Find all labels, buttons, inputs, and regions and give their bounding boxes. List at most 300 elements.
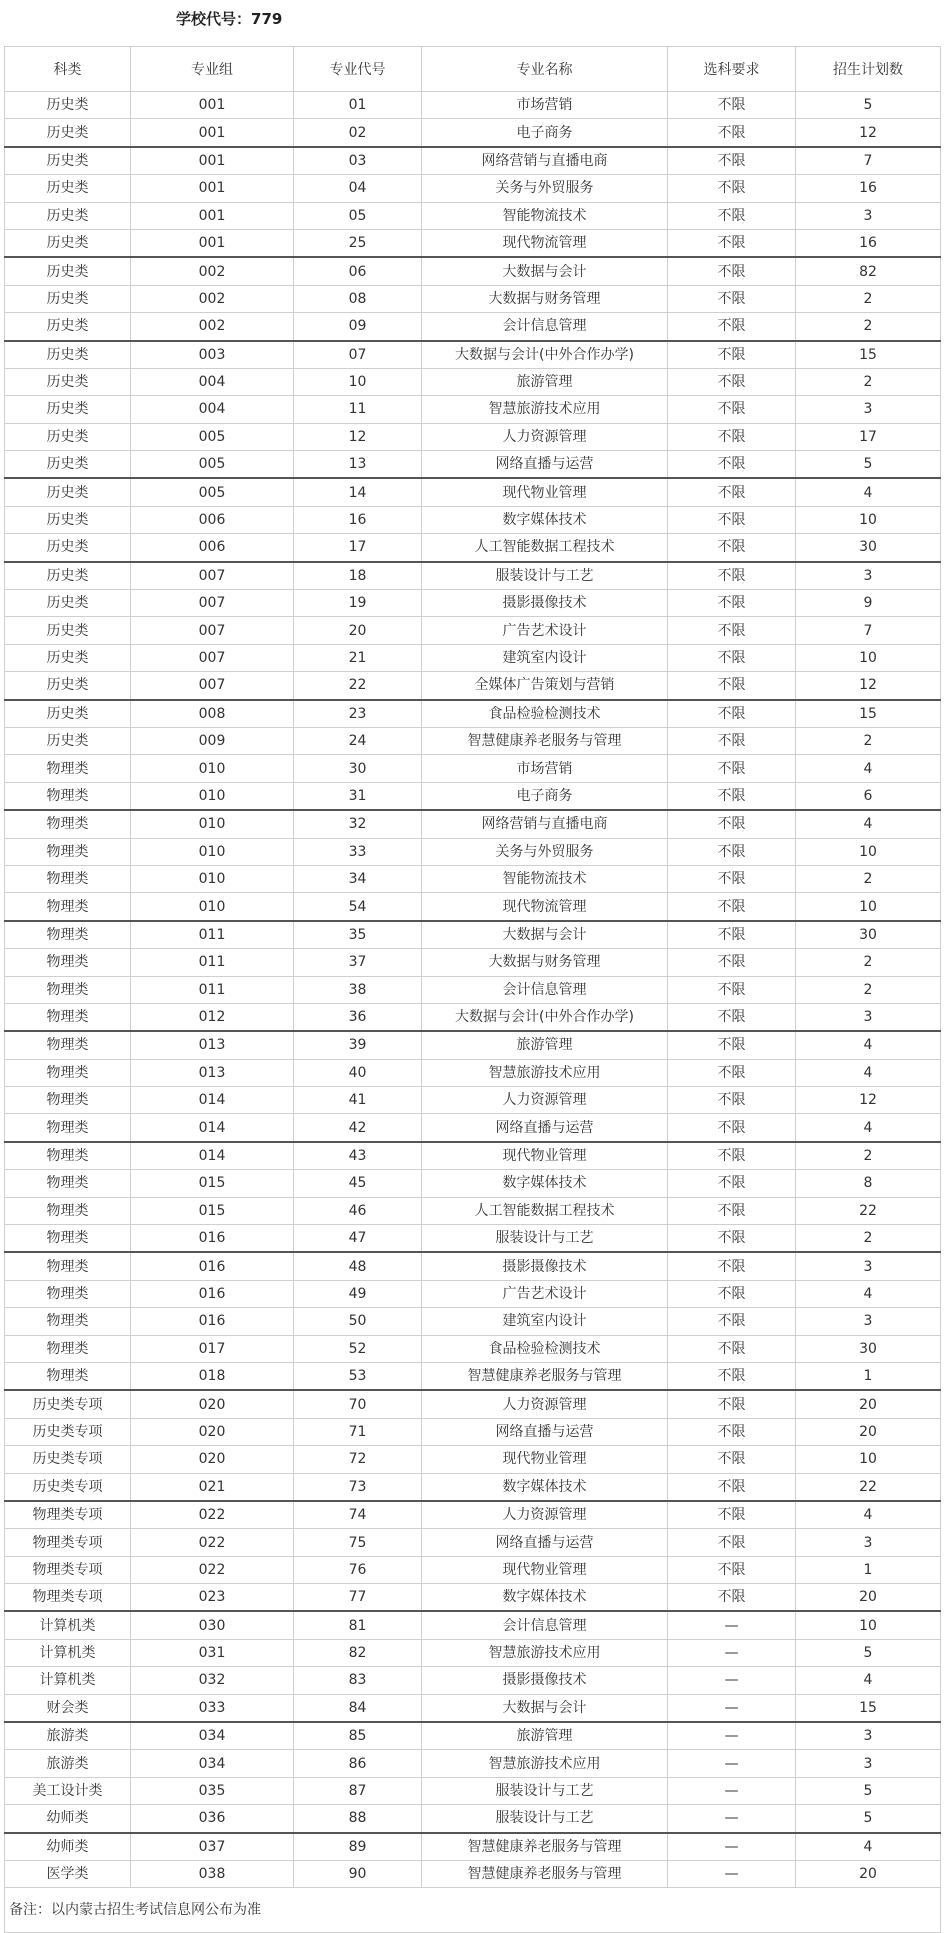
cell-major-group: 007 xyxy=(131,644,294,671)
cell-major-group: 010 xyxy=(131,865,294,892)
cell-major-name: 电子商务 xyxy=(422,782,668,810)
cell-category: 物理类 xyxy=(5,1335,131,1362)
cell-enrollment-count: 30 xyxy=(796,1335,941,1362)
cell-major-name: 服装设计与工艺 xyxy=(422,1777,668,1804)
cell-major-group: 038 xyxy=(131,1861,294,1888)
cell-major-code: 81 xyxy=(294,1611,422,1639)
cell-major-code: 75 xyxy=(294,1529,422,1556)
cell-major-group: 036 xyxy=(131,1805,294,1833)
cell-major-code: 84 xyxy=(294,1694,422,1722)
cell-category: 物理类 xyxy=(5,893,131,921)
cell-category: 历史类 xyxy=(5,368,131,395)
cell-major-group: 010 xyxy=(131,755,294,782)
table-row xyxy=(5,1418,941,1445)
cell-subject-requirement: 不限 xyxy=(668,1529,796,1556)
cell-major-group: 016 xyxy=(131,1280,294,1307)
cell-major-name: 大数据与会计(中外合作办学) xyxy=(422,1003,668,1031)
cell-major-group: 034 xyxy=(131,1722,294,1750)
cell-major-group: 006 xyxy=(131,506,294,533)
cell-major-group: 001 xyxy=(131,147,294,175)
cell-subject-requirement: 不限 xyxy=(668,1197,796,1224)
header-major-group: 专业组 xyxy=(131,47,294,92)
cell-category: 历史类 xyxy=(5,562,131,590)
cell-major-group: 002 xyxy=(131,313,294,341)
cell-major-group: 022 xyxy=(131,1501,294,1529)
cell-major-code: 25 xyxy=(294,229,422,257)
cell-category: 物理类 xyxy=(5,810,131,838)
table-row xyxy=(5,478,941,506)
cell-subject-requirement: 不限 xyxy=(668,644,796,671)
cell-category: 历史类 xyxy=(5,396,131,423)
cell-enrollment-count: 82 xyxy=(796,257,941,285)
table-row xyxy=(5,1529,941,1556)
table-row xyxy=(5,1362,941,1390)
cell-subject-requirement: 不限 xyxy=(668,700,796,728)
cell-enrollment-count: 10 xyxy=(796,893,941,921)
table-row xyxy=(5,672,941,700)
cell-major-code: 23 xyxy=(294,700,422,728)
cell-enrollment-count: 5 xyxy=(796,451,941,479)
cell-major-group: 020 xyxy=(131,1390,294,1418)
cell-category: 物理类 xyxy=(5,1142,131,1170)
cell-major-group: 007 xyxy=(131,617,294,644)
cell-subject-requirement: 不限 xyxy=(668,1003,796,1031)
school-code: 学校代号：779 xyxy=(176,10,283,28)
cell-major-group: 034 xyxy=(131,1750,294,1777)
cell-major-code: 06 xyxy=(294,257,422,285)
cell-major-group: 035 xyxy=(131,1777,294,1804)
table-row xyxy=(5,782,941,810)
cell-major-name: 大数据与会计 xyxy=(422,921,668,949)
cell-enrollment-count: 4 xyxy=(796,1667,941,1694)
table-row xyxy=(5,810,941,838)
cell-subject-requirement: 不限 xyxy=(668,257,796,285)
cell-subject-requirement: 不限 xyxy=(668,893,796,921)
cell-major-name: 旅游管理 xyxy=(422,1722,668,1750)
cell-major-group: 020 xyxy=(131,1446,294,1473)
cell-major-code: 09 xyxy=(294,313,422,341)
cell-major-group: 001 xyxy=(131,229,294,257)
cell-major-group: 004 xyxy=(131,396,294,423)
cell-enrollment-count: 17 xyxy=(796,423,941,450)
cell-major-group: 032 xyxy=(131,1667,294,1694)
table-row xyxy=(5,341,941,369)
cell-enrollment-count: 7 xyxy=(796,617,941,644)
cell-subject-requirement: 不限 xyxy=(668,1031,796,1059)
cell-subject-requirement: 不限 xyxy=(668,1087,796,1114)
cell-major-group: 011 xyxy=(131,949,294,976)
cell-subject-requirement: 不限 xyxy=(668,1335,796,1362)
cell-major-group: 006 xyxy=(131,534,294,562)
cell-enrollment-count: 22 xyxy=(796,1473,941,1501)
cell-subject-requirement: 不限 xyxy=(668,562,796,590)
cell-subject-requirement: 不限 xyxy=(668,534,796,562)
cell-major-group: 005 xyxy=(131,478,294,506)
cell-major-code: 89 xyxy=(294,1833,422,1861)
table-row xyxy=(5,1390,941,1418)
table-row xyxy=(5,285,941,312)
cell-enrollment-count: 15 xyxy=(796,341,941,369)
cell-category: 物理类 xyxy=(5,1114,131,1142)
cell-major-name: 网络直播与运营 xyxy=(422,1418,668,1445)
cell-enrollment-count: 12 xyxy=(796,1087,941,1114)
cell-enrollment-count: 16 xyxy=(796,175,941,202)
cell-subject-requirement: 不限 xyxy=(668,1446,796,1473)
cell-enrollment-count: 5 xyxy=(796,1777,941,1804)
table-row xyxy=(5,1335,941,1362)
cell-major-name: 智慧健康养老服务与管理 xyxy=(422,1861,668,1888)
cell-major-code: 14 xyxy=(294,478,422,506)
cell-major-code: 33 xyxy=(294,838,422,865)
cell-major-name: 现代物业管理 xyxy=(422,478,668,506)
table-row xyxy=(5,562,941,590)
cell-major-name: 网络直播与运营 xyxy=(422,451,668,479)
enrollment-table-container xyxy=(4,46,940,1933)
cell-category: 美工设计类 xyxy=(5,1777,131,1804)
cell-enrollment-count: 20 xyxy=(796,1390,941,1418)
cell-category: 历史类 xyxy=(5,644,131,671)
cell-major-code: 39 xyxy=(294,1031,422,1059)
cell-enrollment-count: 30 xyxy=(796,921,941,949)
table-row xyxy=(5,1473,941,1501)
cell-subject-requirement: — xyxy=(668,1861,796,1888)
table-row xyxy=(5,1197,941,1224)
cell-major-group: 007 xyxy=(131,562,294,590)
cell-major-code: 19 xyxy=(294,590,422,617)
cell-subject-requirement: 不限 xyxy=(668,755,796,782)
cell-enrollment-count: 4 xyxy=(796,1501,941,1529)
cell-category: 历史类 xyxy=(5,617,131,644)
note-text: 备注：以内蒙古招生考试信息网公布为准 xyxy=(5,1888,941,1933)
cell-major-name: 食品检验检测技术 xyxy=(422,1335,668,1362)
table-row xyxy=(5,1114,941,1142)
cell-subject-requirement: — xyxy=(668,1667,796,1694)
cell-major-code: 36 xyxy=(294,1003,422,1031)
cell-major-code: 24 xyxy=(294,727,422,754)
cell-major-name: 会计信息管理 xyxy=(422,976,668,1003)
cell-major-name: 网络营销与直播电商 xyxy=(422,147,668,175)
cell-major-name: 市场营销 xyxy=(422,755,668,782)
table-row xyxy=(5,617,941,644)
table-row xyxy=(5,147,941,175)
cell-major-name: 电子商务 xyxy=(422,119,668,147)
cell-major-code: 46 xyxy=(294,1197,422,1224)
cell-major-name: 关务与外贸服务 xyxy=(422,175,668,202)
table-row xyxy=(5,644,941,671)
table-row xyxy=(5,1252,941,1280)
cell-major-code: 90 xyxy=(294,1861,422,1888)
cell-subject-requirement: 不限 xyxy=(668,423,796,450)
cell-major-group: 014 xyxy=(131,1087,294,1114)
cell-enrollment-count: 4 xyxy=(796,1114,941,1142)
cell-enrollment-count: 20 xyxy=(796,1861,941,1888)
cell-category: 历史类专项 xyxy=(5,1473,131,1501)
cell-major-name: 数字媒体技术 xyxy=(422,506,668,533)
cell-major-code: 73 xyxy=(294,1473,422,1501)
cell-subject-requirement: 不限 xyxy=(668,1308,796,1335)
cell-major-name: 网络直播与运营 xyxy=(422,1114,668,1142)
cell-subject-requirement: 不限 xyxy=(668,782,796,810)
cell-enrollment-count: 4 xyxy=(796,755,941,782)
cell-major-group: 007 xyxy=(131,672,294,700)
cell-category: 计算机类 xyxy=(5,1611,131,1639)
cell-major-group: 001 xyxy=(131,92,294,119)
table-row xyxy=(5,1805,941,1833)
cell-enrollment-count: 3 xyxy=(796,1003,941,1031)
cell-subject-requirement: 不限 xyxy=(668,313,796,341)
cell-major-group: 002 xyxy=(131,257,294,285)
cell-major-code: 72 xyxy=(294,1446,422,1473)
cell-major-code: 12 xyxy=(294,423,422,450)
cell-enrollment-count: 10 xyxy=(796,1446,941,1473)
cell-category: 物理类 xyxy=(5,976,131,1003)
cell-subject-requirement: 不限 xyxy=(668,506,796,533)
cell-enrollment-count: 16 xyxy=(796,229,941,257)
cell-category: 物理类专项 xyxy=(5,1556,131,1583)
cell-major-name: 现代物业管理 xyxy=(422,1446,668,1473)
cell-major-name: 全媒体广告策划与营销 xyxy=(422,672,668,700)
table-row xyxy=(5,229,941,257)
cell-enrollment-count: 20 xyxy=(796,1418,941,1445)
cell-subject-requirement: 不限 xyxy=(668,727,796,754)
cell-enrollment-count: 4 xyxy=(796,1280,941,1307)
cell-major-group: 005 xyxy=(131,451,294,479)
table-row xyxy=(5,865,941,892)
cell-enrollment-count: 4 xyxy=(796,1059,941,1086)
cell-major-code: 30 xyxy=(294,755,422,782)
cell-major-code: 42 xyxy=(294,1114,422,1142)
table-row xyxy=(5,1722,941,1750)
cell-major-name: 建筑室内设计 xyxy=(422,644,668,671)
cell-major-code: 05 xyxy=(294,202,422,229)
cell-major-code: 22 xyxy=(294,672,422,700)
cell-major-name: 大数据与财务管理 xyxy=(422,285,668,312)
cell-major-group: 012 xyxy=(131,1003,294,1031)
cell-major-group: 011 xyxy=(131,921,294,949)
cell-major-name: 现代物流管理 xyxy=(422,893,668,921)
table-row xyxy=(5,506,941,533)
cell-major-code: 77 xyxy=(294,1584,422,1612)
cell-category: 物理类 xyxy=(5,1280,131,1307)
cell-category: 物理类专项 xyxy=(5,1584,131,1612)
cell-major-code: 01 xyxy=(294,92,422,119)
cell-major-name: 摄影摄像技术 xyxy=(422,590,668,617)
header-category: 科类 xyxy=(5,47,131,92)
cell-category: 历史类 xyxy=(5,257,131,285)
table-row xyxy=(5,1639,941,1666)
table-row xyxy=(5,313,941,341)
cell-subject-requirement: 不限 xyxy=(668,451,796,479)
cell-enrollment-count: 8 xyxy=(796,1170,941,1197)
cell-major-name: 智慧旅游技术应用 xyxy=(422,396,668,423)
cell-category: 历史类 xyxy=(5,478,131,506)
cell-subject-requirement: 不限 xyxy=(668,1584,796,1612)
cell-category: 物理类 xyxy=(5,1087,131,1114)
table-row xyxy=(5,1694,941,1722)
cell-major-code: 70 xyxy=(294,1390,422,1418)
cell-major-code: 87 xyxy=(294,1777,422,1804)
header-major-name: 专业名称 xyxy=(422,47,668,92)
table-row xyxy=(5,423,941,450)
cell-subject-requirement: 不限 xyxy=(668,590,796,617)
cell-major-name: 广告艺术设计 xyxy=(422,1280,668,1307)
cell-category: 物理类专项 xyxy=(5,1529,131,1556)
cell-major-group: 003 xyxy=(131,341,294,369)
cell-major-code: 86 xyxy=(294,1750,422,1777)
cell-category: 旅游类 xyxy=(5,1750,131,1777)
cell-major-name: 智慧旅游技术应用 xyxy=(422,1059,668,1086)
cell-major-group: 015 xyxy=(131,1170,294,1197)
cell-subject-requirement: 不限 xyxy=(668,949,796,976)
cell-category: 旅游类 xyxy=(5,1722,131,1750)
cell-enrollment-count: 3 xyxy=(796,1722,941,1750)
cell-subject-requirement: 不限 xyxy=(668,1252,796,1280)
cell-subject-requirement: 不限 xyxy=(668,119,796,147)
cell-enrollment-count: 12 xyxy=(796,119,941,147)
table-row xyxy=(5,755,941,782)
cell-major-code: 21 xyxy=(294,644,422,671)
cell-major-code: 45 xyxy=(294,1170,422,1197)
cell-major-name: 大数据与会计 xyxy=(422,257,668,285)
cell-enrollment-count: 2 xyxy=(796,313,941,341)
cell-category: 物理类 xyxy=(5,1308,131,1335)
cell-major-code: 35 xyxy=(294,921,422,949)
cell-category: 物理类 xyxy=(5,949,131,976)
table-row xyxy=(5,1059,941,1086)
header-subject-requirement: 选科要求 xyxy=(668,47,796,92)
table-row xyxy=(5,1556,941,1583)
cell-major-group: 014 xyxy=(131,1114,294,1142)
table-body xyxy=(5,92,941,1888)
cell-category: 物理类 xyxy=(5,1031,131,1059)
table-row xyxy=(5,1031,941,1059)
cell-major-code: 32 xyxy=(294,810,422,838)
cell-enrollment-count: 20 xyxy=(796,1584,941,1612)
table-row xyxy=(5,1501,941,1529)
table-row xyxy=(5,838,941,865)
cell-subject-requirement: 不限 xyxy=(668,976,796,1003)
table-row xyxy=(5,1777,941,1804)
cell-enrollment-count: 2 xyxy=(796,1225,941,1253)
cell-category: 历史类 xyxy=(5,672,131,700)
cell-major-code: 76 xyxy=(294,1556,422,1583)
cell-major-name: 现代物业管理 xyxy=(422,1556,668,1583)
cell-subject-requirement: 不限 xyxy=(668,865,796,892)
cell-major-group: 030 xyxy=(131,1611,294,1639)
cell-category: 物理类 xyxy=(5,1225,131,1253)
table-row xyxy=(5,727,941,754)
cell-major-code: 41 xyxy=(294,1087,422,1114)
cell-major-name: 智慧健康养老服务与管理 xyxy=(422,1833,668,1861)
cell-major-name: 大数据与会计 xyxy=(422,1694,668,1722)
cell-enrollment-count: 3 xyxy=(796,562,941,590)
table-row xyxy=(5,921,941,949)
cell-enrollment-count: 4 xyxy=(796,1833,941,1861)
cell-subject-requirement: 不限 xyxy=(668,341,796,369)
cell-major-code: 49 xyxy=(294,1280,422,1307)
cell-subject-requirement: 不限 xyxy=(668,1114,796,1142)
cell-major-name: 网络营销与直播电商 xyxy=(422,810,668,838)
cell-enrollment-count: 3 xyxy=(796,202,941,229)
cell-major-name: 大数据与会计(中外合作办学) xyxy=(422,341,668,369)
cell-enrollment-count: 2 xyxy=(796,727,941,754)
cell-major-name: 摄影摄像技术 xyxy=(422,1252,668,1280)
cell-category: 物理类 xyxy=(5,1362,131,1390)
cell-subject-requirement: 不限 xyxy=(668,838,796,865)
cell-enrollment-count: 5 xyxy=(796,92,941,119)
cell-major-group: 001 xyxy=(131,119,294,147)
cell-category: 历史类 xyxy=(5,92,131,119)
cell-major-code: 52 xyxy=(294,1335,422,1362)
table-row xyxy=(5,534,941,562)
cell-major-name: 人工智能数据工程技术 xyxy=(422,534,668,562)
cell-major-code: 31 xyxy=(294,782,422,810)
cell-major-group: 016 xyxy=(131,1252,294,1280)
cell-major-group: 013 xyxy=(131,1059,294,1086)
cell-category: 历史类 xyxy=(5,147,131,175)
cell-subject-requirement: 不限 xyxy=(668,1170,796,1197)
cell-major-code: 20 xyxy=(294,617,422,644)
cell-major-code: 37 xyxy=(294,949,422,976)
cell-enrollment-count: 2 xyxy=(796,949,941,976)
cell-major-group: 037 xyxy=(131,1833,294,1861)
table-row xyxy=(5,1584,941,1612)
cell-major-group: 014 xyxy=(131,1142,294,1170)
cell-major-name: 数字媒体技术 xyxy=(422,1584,668,1612)
cell-enrollment-count: 10 xyxy=(796,644,941,671)
cell-category: 历史类专项 xyxy=(5,1390,131,1418)
cell-category: 历史类 xyxy=(5,423,131,450)
cell-major-name: 服装设计与工艺 xyxy=(422,1225,668,1253)
cell-major-name: 大数据与财务管理 xyxy=(422,949,668,976)
cell-major-group: 021 xyxy=(131,1473,294,1501)
cell-major-group: 002 xyxy=(131,285,294,312)
cell-major-name: 人力资源管理 xyxy=(422,1501,668,1529)
table-row xyxy=(5,1087,941,1114)
cell-enrollment-count: 3 xyxy=(796,1750,941,1777)
table-row xyxy=(5,1611,941,1639)
cell-major-code: 34 xyxy=(294,865,422,892)
cell-enrollment-count: 2 xyxy=(796,368,941,395)
cell-category: 物理类 xyxy=(5,755,131,782)
cell-enrollment-count: 15 xyxy=(796,1694,941,1722)
cell-major-group: 013 xyxy=(131,1031,294,1059)
cell-subject-requirement: 不限 xyxy=(668,1418,796,1445)
table-row xyxy=(5,1225,941,1253)
cell-category: 物理类 xyxy=(5,1197,131,1224)
cell-enrollment-count: 3 xyxy=(796,396,941,423)
table-row xyxy=(5,1667,941,1694)
cell-enrollment-count: 10 xyxy=(796,1611,941,1639)
cell-enrollment-count: 1 xyxy=(796,1556,941,1583)
cell-major-group: 010 xyxy=(131,838,294,865)
table-row xyxy=(5,257,941,285)
cell-major-group: 017 xyxy=(131,1335,294,1362)
cell-major-code: 38 xyxy=(294,976,422,1003)
cell-subject-requirement: 不限 xyxy=(668,92,796,119)
cell-major-name: 智慧旅游技术应用 xyxy=(422,1750,668,1777)
cell-major-group: 010 xyxy=(131,810,294,838)
cell-category: 物理类专项 xyxy=(5,1501,131,1529)
cell-major-name: 关务与外贸服务 xyxy=(422,838,668,865)
cell-category: 物理类 xyxy=(5,921,131,949)
table-row xyxy=(5,1446,941,1473)
table-row xyxy=(5,1861,941,1888)
cell-category: 历史类 xyxy=(5,341,131,369)
cell-category: 幼师类 xyxy=(5,1833,131,1861)
cell-major-name: 现代物流管理 xyxy=(422,229,668,257)
cell-subject-requirement: 不限 xyxy=(668,175,796,202)
